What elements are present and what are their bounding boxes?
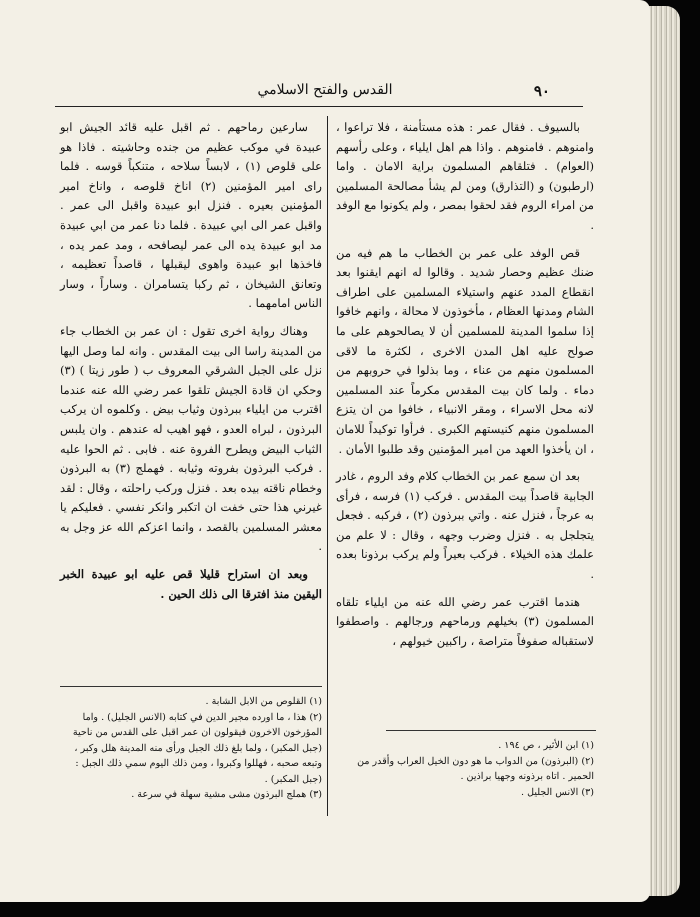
column-divider (327, 116, 328, 816)
footnote: (٢) هذا ، ما اورده مجير الدين في كتابه (الانس الجليل) . واما المؤرخون الاخرون فيقولون ان عمر اقبل على القدس من ناحية (جبل المكبر) ، ولما بلغ ذلك الجبل ورأى منه المدينة هلل وكبر ، وتبعه صحبه ، فهللوا وكبروا ، ومن ذلك اليوم سمي ذلك الجبل : (جبل المكبر) . (72, 711, 322, 785)
page-number: ٩٠ (533, 82, 550, 100)
footnote-rule-right (386, 730, 596, 731)
footnote: (٢) (البرذون) من الدواب ما هو دون الخيل العراب وأقدر من الحمير . اتاه برذونه وجهيا براذين . (357, 755, 594, 782)
footnotes-right (336, 738, 594, 800)
left-column (60, 118, 322, 612)
paragraph: هندما اقترب عمر رضي الله عنه من ايلياء تلقاه المسلمون (٣) بخيلهم ورماحهم ورجالهم . واصطفوا لاستقباله صفوفاً متراصة ، راكبين خيولهم ، (336, 594, 594, 648)
header-rule (55, 106, 583, 107)
footnote: (٣) هملج البرذون مشى مشية سهلة في سرعة . (131, 789, 322, 800)
footnote: (١) ابن الأثير ، ص ١٩٤ . (498, 740, 594, 751)
paragraph: بالسيوف . فقال عمر : هذه مستأمنة ، فلا تراعوا ، وامنوهم . فامنوهم . واذا هم اهل ايلياء ، وعلى رأسهم (العوام) . فتلقاهم المسلمون براية الامان . واما (ارطبون) و (التذارق) ومن لم يشأ مصالحة المسلمين من امراء الروم فقد لحقوا بمصر ، ولم يكونوا مع الوفد . (336, 120, 594, 232)
footnote-rule-left (60, 686, 322, 687)
footnotes-left (60, 694, 322, 803)
footnote: (١) القلوص من الابل الشابة . (205, 696, 322, 707)
paragraph: وبعد ان استراح قليلا قص عليه ابو عبيدة الخبر اليقين منذ افترقا الى ذلك الحين . (60, 567, 322, 601)
right-column (336, 118, 594, 659)
paragraph: بعد ان سمع عمر بن الخطاب كلام وفد الروم ، غادر الجابية قاصداً بيت المقدس . فركب (١) فرسه ، فرأى به عرجاً ، فنزل عنه . واتي ببرذون (٢) ، فركبه . فجعل يتجلجل به . فنزل وضرب وجهه ، وقال : لا علم من علمك هذه الخيلاء . فركب بعيراً ولم يركب برذونا بعده . (336, 469, 595, 582)
paragraph: وهناك رواية اخرى تقول : ان عمر بن الخطاب جاء من المدينة راسا الى بيت المقدس . وانه لما وصل اليها نزل على الجبل الشرقي المعروف ب ( طور زيتا ) (٣) وحكي ان قادة الجيش تلقوا عمر رضي الله عنه عندما اقترب من ايلياء ببرذون وثياب بيض . وكلموه ان يركب البرذون ، لبراه العدو ، فهو اهيب له عندهم . وان يلبس الثياب البيض ويطرح الفروة عنه . فابى . ثم الحوا عليه . فركب البرذون بفروته وثيابه . فهملج (٣) به البرذون وخطام ناقته بيده بعد . فنزل وركب راحلته ، وقال : لقد غيرني هذا حتى خفت ان اتكبر وانكر نفسي . فعليكم يا معشر المسلمين بالقصد ، وانما اعزكم الله عز وجل به . (60, 323, 323, 554)
running-title: القدس والفتح الاسلامي (257, 82, 393, 98)
page-header (40, 82, 610, 104)
footnote: (٣) الانس الجليل . (520, 786, 594, 798)
paragraph: سارعين رماحهم . ثم اقبل عليه قائد الجيش ابو عبيدة في موكب عظيم من جنده وحاشيته . فاذا هو على قلوص (١) ، لابساً سلاحه ، متنكباً قوسه . فلما راى امير المؤمنين (٢) اناخ قلوصه ، واناخ امير المؤمنين بعيره . فنزل ابو عبيدة واقبل الى عمر . واقبل عمر الى ابي عبيدة . فلما دنا عمر من ابي عبيدة مد ابو عبيدة يده الى عمر ليصافحه ، ومد عمر يده ، فاخذها ابو عبيدة واهوى ليقبلها ، قاصداً تعظيمه ، وتعانق الشيخان ، ثم ركبا يتسامران . وساراً ، وسار الناس امامهما . (60, 120, 323, 311)
paragraph: قص الوفد على عمر بن الخطاب ما هم فيه من ضنك عظيم وحصار شديد . وقالوا له انهم ايقنوا بعد انقطاع المدد عنهم واستيلاء المسلمين على اطراف الشام ومدنها العظام ، مأخوذون لا محالة ، وانهم خافوا إذا سلموا المدينة للمسلمين أن لا يصالحوهم على ما صولح عليه اهل المدن الاخرى ، لكثرة ما لاقى المسلمون منهم من عناء ، وما بذلوا في حروبهم من دماء . ولما كان بيت المقدس مكرماً عند المسلمين لانه محل الاسراء ، ومقر الانبياء ، خافوا من ان يتزع المسلمون منهم كنيستهم الكبرى . فرأوا توكيداً للامان ، ان يأخذوا العهد من امير المؤمنين وقد طلبوا الأمان . (336, 245, 594, 456)
